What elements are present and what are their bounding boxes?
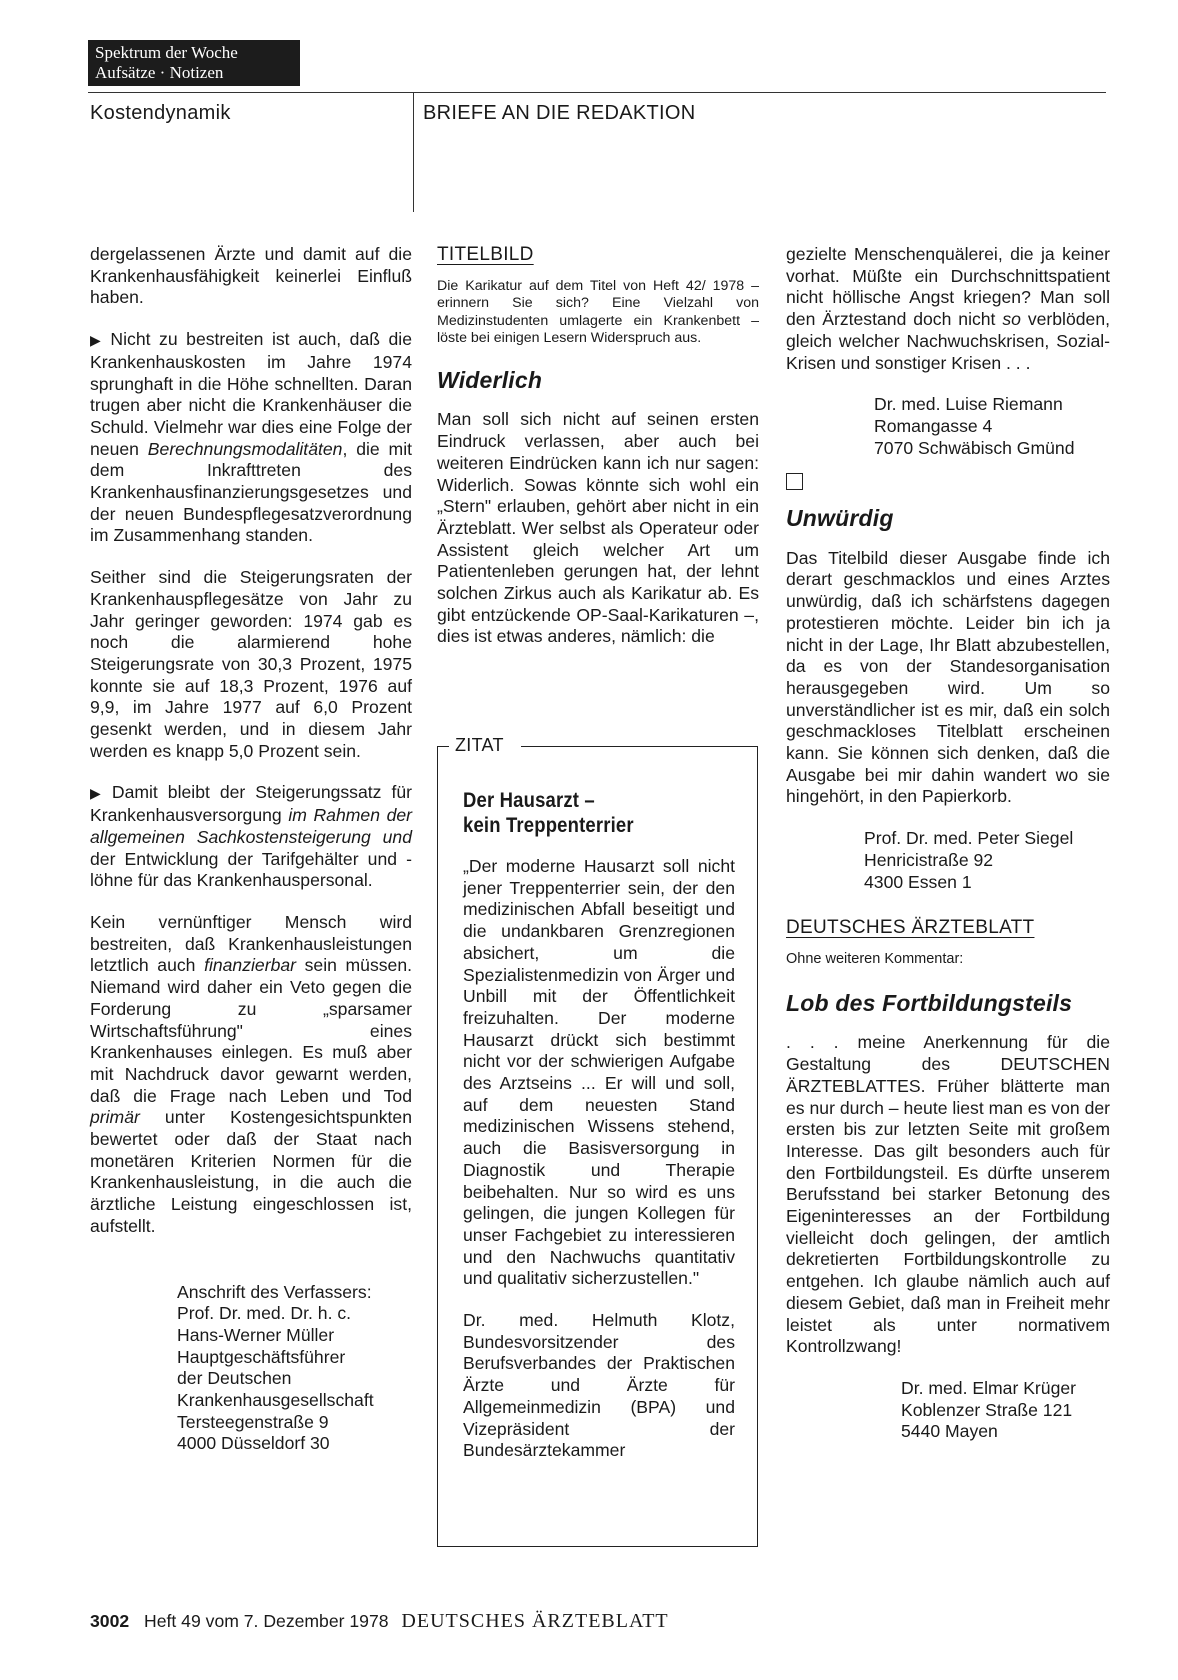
- paragraph: . . . meine Anerkennung für die Gestaltung des DEUTSCHEN ÄRZTEBLATTES. Früher blätterte man es nur durch – heute liest man es von der ersten bis zur letzten Seite mit großem Interesse. Das gilt besonders auch für den Fortbildungsteil. Es dürfte unserem Berufsstand bei starker Betonung des Eigeninteresses an der Fortbildung vielleicht doch gelingen, der amtlich dekretierten Fortbildungskontrolle zu entgehen. Ich glaube nämlich auch auf diesem Gebiet, daß man in Freiheit mehr leistet als unter normativem Kontrollzwang!: [786, 1032, 1110, 1357]
- quote-box-top-rule: [437, 746, 449, 747]
- headline-unwuerdig: Unwürdig: [786, 505, 894, 532]
- paragraph: Seither sind die Steigerungsraten der Krankenhauspflegesätze von Jahr zu Jahr geringer geworden: 1974 gab es noch die alarmierend hohe Steigerungsrate von 30,3 Prozent, 1975 konnte sie auf 18,3 Prozent, 1976 auf 9,9, im Jahre 1977 auf 6,0 Prozent gesenkt werden, und in diesem Jahr werden es knapp 5,0 Prozent sein.: [90, 567, 412, 761]
- masthead-line-2: Aufsätze · Notizen: [95, 63, 224, 82]
- column-3: [786, 244, 1110, 1443]
- paragraph: Das Titelbild dieser Ausgabe finde ich derart geschmacklos und eines Arztes unwürdig, daß ich schärfstens dagegen protestieren möchte. Leider bin ich ja nicht in der Lage, Ihr Blatt abzubestellen, da es von der Standesorganisation herausgegeben wird. Um so unverständlicher ist es mir, daß ein solch geschmackloses Titelblatt erscheinen kann. Sie können sich denken, daß die Ausgabe bei mir dahin wandert wo sie hingehört, in den Papierkorb.: [786, 547, 1110, 807]
- signature: Dr. med. Elmar Krüger Koblenzer Straße 121 5440 Mayen: [901, 1377, 1077, 1442]
- kicker-aerzteblatt: DEUTSCHES ÄRZTEBLATT: [786, 917, 1035, 939]
- headline-widerlich: Widerlich: [437, 366, 543, 393]
- header-divider: [413, 92, 414, 212]
- paragraph: gezielte Menschenquälerei, die ja keiner vorhat. Müßte ein Durchschnittspatient nicht höllische Angst kriegen? Man soll den Ärztestand doch nicht so verblöden, gleich welcher Nachwuchskrisen, Sozial-Krisen und sonstiger Krisen . . .: [786, 244, 1110, 373]
- column-2: [437, 244, 759, 648]
- masthead: [88, 40, 300, 86]
- column-1: [90, 244, 412, 1455]
- section-title-left: Kostendynamik: [90, 102, 231, 124]
- quote-headline: Der Hausarzt – kein Treppenterrier: [463, 789, 634, 837]
- paragraph: Kein vernünftiger Mensch wird bestreiten, daß Krankenhausleistungen letztlich auch finanzierbar sein müssen. Niemand wird daher ein Veto gegen die Forderung zu „sparsamer Wirtschaftsführung" eines Krankenhauses einlegen. Es muß aber mit Nachdruck davor gewarnt werden, daß die Frage nach Leben und Tod primär unter Kostengesichtspunkten bewertet oder daß der Staat nach monetären Kriterien Normen für die Krankenhausleistung, in die auch die ärztliche Leistung eingeschlossen ist, aufstellt.: [90, 911, 413, 1236]
- author-address: Anschrift des Verfassers: Prof. Dr. med. Dr. h. c. Hans-Werner Müller Hauptgeschäftsführer der Deutschen Krankenhausgesellschaft Tersteegenstraße 9 4000 Düsseldorf 30: [177, 1281, 374, 1454]
- signature: Prof. Dr. med. Peter Siegel Henricistraße 92 4300 Essen 1: [864, 828, 1074, 892]
- header-rule: [88, 92, 1106, 93]
- quote-source: Dr. med. Helmuth Klotz, Bundesvorsitzender des Berufsverbandes der Praktischen Ärzte und Ärzte für Allgemeinmedizin (BPA) und Vizepräsident der Bundesärztekammer: [463, 1310, 735, 1461]
- quote-box-label: ZITAT: [451, 735, 508, 756]
- paragraph: ▶ Nicht zu bestreiten ist auch, daß die Krankenhauskosten im Jahre 1974 sprunghaft in die Höhe schnellten. Daran trugen aber nicht die Krankenhäuser die Schuld. Vielmehr war dies eine Folge der neuen Berechnungsmodalitäten, die mit dem Inkrafttreten des Krankenhausfinanzierungsgesetzes und der neuen Bundespflegesatzverordnung im Zusammenhang standen.: [90, 329, 412, 546]
- page-number: 3002: [90, 1611, 130, 1631]
- issue-info: Heft 49 vom 7. Dezember 1978: [144, 1611, 389, 1631]
- bullet-arrow-icon: ▶: [90, 332, 105, 349]
- quote-text: „Der moderne Hausarzt soll nicht jener Treppenterrier sein, der den medizinischen Abfall beseitigt und die undankbaren Grenzregionen absichert, um die Spezialistenmedizin von Ärger und Unbill mit der Öffentlichkeit freizuhalten. Der moderne Hausarzt drückt sich bestimmt nicht vor der schwierigen Aufgabe des Arztseins ... Er will und soll, auf dem neuesten Stand medizinischen Wissens stehend, auch die Basisversorgung in Diagnostik und Therapie beibehalten. Nur so wird es uns gelingen, die jungen Kollegen für unser Fachgebiet zu interessieren und den Nachwuchs quantitativ und qualitativ sicherzustellen.": [463, 856, 735, 1289]
- signature: Dr. med. Luise Riemann Romangasse 4 7070 Schwäbisch Gmünd: [874, 394, 1075, 458]
- headline-lob: Lob des Fortbildungsteils: [786, 989, 1073, 1016]
- footer: [90, 1610, 669, 1633]
- paragraph: ▶ Damit bleibt der Steigerungssatz für Krankenhausversorgung im Rahmen der allgemeinen Sachkostensteigerung und der Entwicklung der Tarifgehälter und -löhne für das Krankenhauspersonal.: [90, 782, 412, 891]
- letter-body: Man soll sich nicht auf seinen ersten Eindruck verlassen, aber auch bei weiteren Eindrücken kann ich nur sagen: Widerlich. Sowas könnte sich wohl ein „Stern" erlauben, gehört aber nicht in ein Ärzteblatt. Wer selbst als Operateur oder Assistent gleich welcher Art um Patientenleben gerungen hat, der lehnt solchen Zirkus auch als Karikatur ab. Es gibt entzückende OP-Saal-Karikaturen –, dies ist etwas anderes, nämlich: die: [437, 409, 759, 647]
- paragraph: dergelassenen Ärzte und damit auf die Krankenhausfähigkeit keinerlei Einfluß haben.: [90, 244, 412, 308]
- subkicker: Ohne weiteren Kommentar:: [786, 950, 964, 967]
- intro-text: Die Karikatur auf dem Titel von Heft 42/ 1978 – erinnern Sie sich? Eine Vielzahl von Medizinstudenten umlagerte ein Krankenbett – löste bei einigen Lesern Widerspruch aus.: [437, 277, 759, 347]
- masthead-line-1: Spektrum der Woche: [95, 43, 238, 62]
- section-title-right: BRIEFE AN DIE REDAKTION: [423, 102, 696, 124]
- publication-name: DEUTSCHES ÄRZTEBLATT: [401, 1610, 669, 1632]
- bullet-arrow-icon: ▶: [90, 785, 106, 802]
- kicker-titelbild: TITELBILD: [437, 244, 534, 265]
- section-square-icon: [786, 473, 803, 490]
- quote-box-content: [463, 788, 735, 1482]
- quote-box-top-rule: [521, 746, 758, 747]
